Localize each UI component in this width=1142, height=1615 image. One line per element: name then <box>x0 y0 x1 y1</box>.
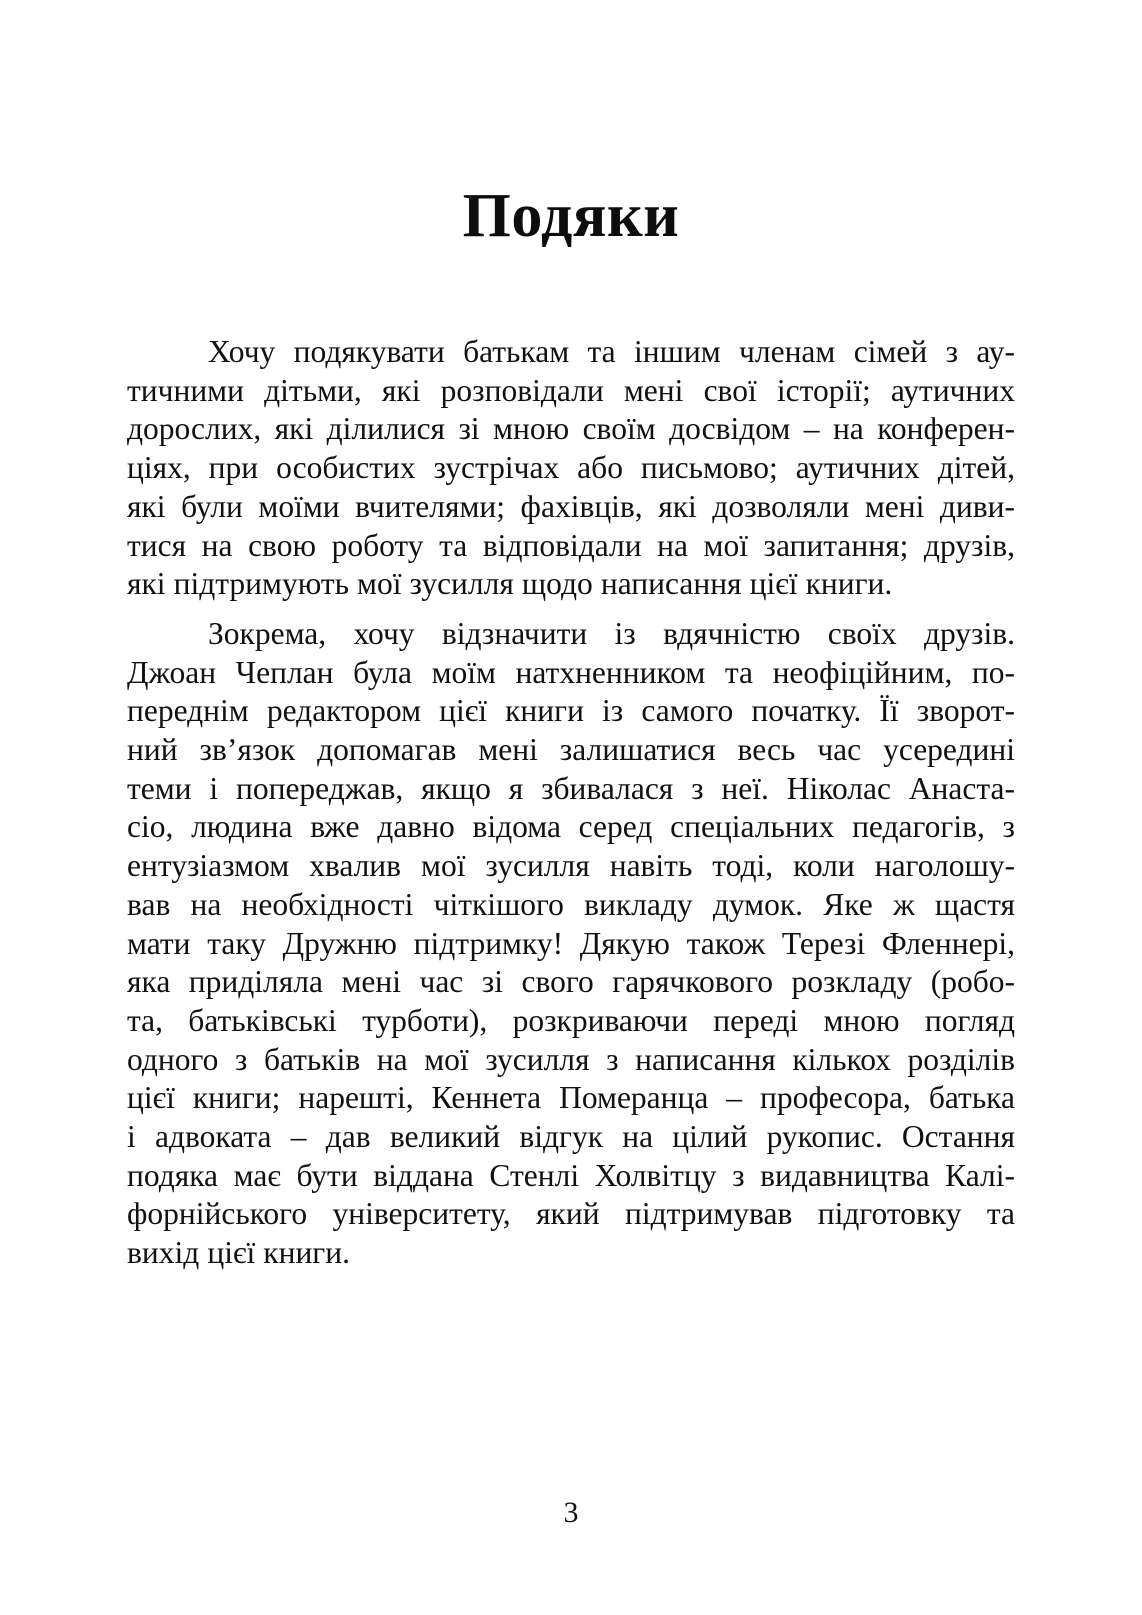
body-text-block <box>127 333 1015 1273</box>
text-line: ентузіазмом хвалив мої зусилля навіть тоді, коли наголошу- <box>127 848 1015 884</box>
paragraph-2 <box>127 615 1015 1273</box>
line-text: Зокрема, хочу відзначити із вдячністю своїх друзів. <box>208 615 1015 651</box>
text-line: подяка має бути віддана Стенлі Холвітцу з видавництва Калі- <box>127 1157 1015 1193</box>
text-line: форнійського університету, який підтримував підготовку та <box>127 1196 1015 1232</box>
text-line: і адвоката – дав великий відгук на цілий рукопис. Остання <box>127 1119 1015 1155</box>
page-number: 3 <box>563 1496 579 1529</box>
text-line: тися на свою роботу та відповідали на мої запитання; друзів, <box>127 527 1015 563</box>
text-line: сіо, людина вже давно відома серед спеціальних педагогів, з <box>127 809 1015 845</box>
text-line: та, батьківські турботи), розкриваючи переді мною погляд <box>127 1002 1015 1038</box>
text-line: теми і попереджав, якщо я збивалася з неї. Ніколас Анаста- <box>127 770 1015 806</box>
page-title: Подяки <box>462 181 680 250</box>
text-line: мати таку Дружню підтримку! Дякую також Терезі Фленнері, <box>127 925 1015 961</box>
text-line: які були моїми вчителями; фахівців, які дозволяли мені диви- <box>127 488 1015 524</box>
text-line: переднім редактором цієї книги із самого початку. Її зворот- <box>127 693 1015 729</box>
text-line: ний зв’язок допомагав мені залишатися весь час усередині <box>127 732 1015 768</box>
text-line: вихід цієї книги. <box>127 1235 350 1271</box>
text-line: яка приділяла мені час зі свого гарячкового розкладу (робо- <box>127 964 1015 1000</box>
text-line: дорослих, які ділилися зі мною своїм досвідом – на конферен- <box>127 411 1015 447</box>
text-line: які підтримують мої зусилля щодо написання цієї книги. <box>127 566 893 602</box>
text-line <box>127 333 1015 372</box>
text-line: вав на необхідності чіткішого викладу думок. Яке ж щастя <box>127 886 1015 922</box>
text-line <box>127 615 1015 654</box>
text-line: тичними дітьми, які розповідали мені свої історії; аутичних <box>127 372 1015 408</box>
line-text: Хочу подякувати батькам та іншим членам сімей з ау- <box>208 334 1015 369</box>
paragraph-1 <box>127 333 1015 604</box>
text-line: одного з батьків на мої зусилля з написання кількох розділів <box>127 1041 1015 1077</box>
text-line: ціях, при особистих зустрічах або письмово; аутичних дітей, <box>127 450 1015 486</box>
text-line: цієї книги; нарешті, Кеннета Померанца – професора, батька <box>127 1080 1015 1116</box>
text-line: Джоан Чеплан була моїм натхненником та неофіційним, по- <box>127 654 1015 690</box>
